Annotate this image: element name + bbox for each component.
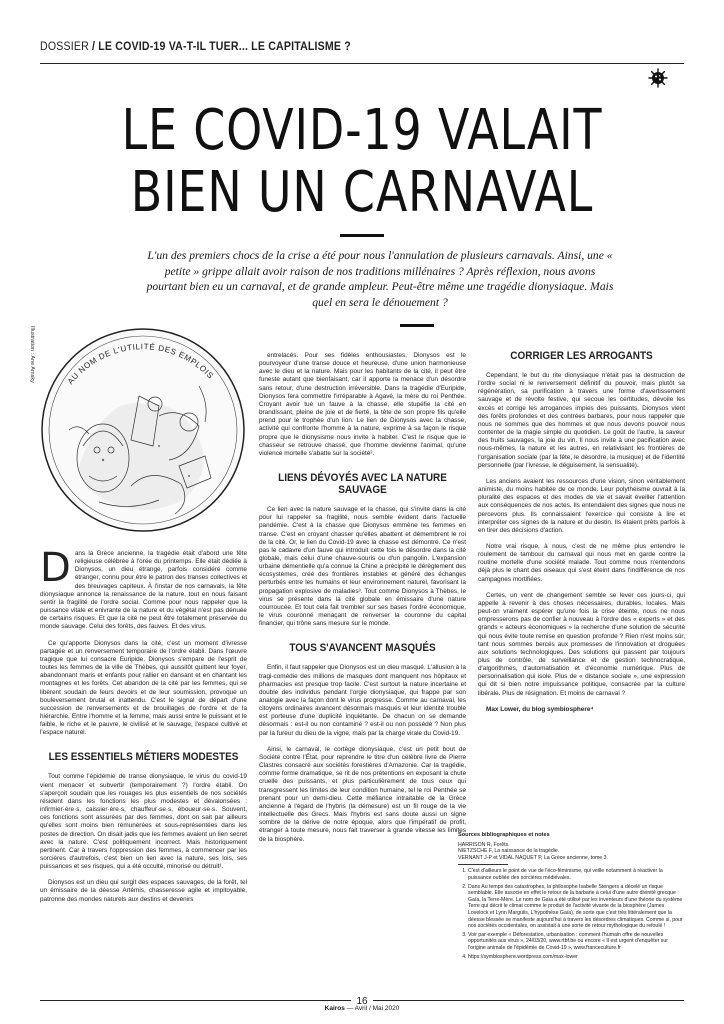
header-separator: / xyxy=(88,41,99,53)
col3-paragraph-1: Cependant, le but du rite dionysiaque n'était pas la destruction de l'ordre social ni le renversement définitif du pouvoir, mais plutôt sa régénération, sa purification à travers une forme d'avertissement sauvage et de révolte festive, qui secoue les certitudes, dévoile les excès et corrige les arrogances impies des puissants. Dionysos vient des forêts profondes et des contrées barbares, pour nous rappeler que nous ne sommes que des hommes et que nous devons pouvoir nous contenter de la magie simple du quotidien. Le goût de l'autre, la saveur des fruits sauvages, la joie du vin. Il nous invite à une pacification avec nous-mêmes, la nature et les autres, en relativisant les frontières de l'organisation sociale (par la fête, le désordre, la musique) et de l'identité personnelle (par l'ivresse, le déguisement, la sensualité). xyxy=(478,372,685,469)
intro-dash xyxy=(400,324,434,327)
heading-essentiels: LES ESSENTIELS MÉTIERS MODESTES xyxy=(48,751,239,764)
ref-3: VERNANT J-P et VIDAL NAQUET P, La Grèce ancienne, tome 3. xyxy=(458,854,608,861)
sources-separator xyxy=(458,864,508,865)
ref-2: NIETZSCHE F, La naissance de la tragédie. xyxy=(458,848,560,855)
journal-name: Kairos xyxy=(324,1005,345,1012)
title-line-2: BIEN UN CARNAVAL xyxy=(130,160,594,225)
note-4: 4. https://symbiosphere.wordpress.com/max-lower xyxy=(468,954,686,961)
page-number: 16 xyxy=(351,996,372,1007)
intro-text: L'un des premiers chocs de la crise a été pour nous l'annulation de plusieurs carnavals. Ainsi, une « petite » grippe allait avoir raison de nos traditions millénaires ? Après réflexion, nous avons pourtant bien eu un carnaval, et de grande ampleur. Peut-être même une tragédie dionysiaque. Mais quel en sera le dénouement ? xyxy=(146,249,614,309)
virus-icon xyxy=(648,68,668,88)
column-1 xyxy=(40,545,247,912)
column-2 xyxy=(259,352,466,852)
col3-paragraph-3: Notre vrai risque, à nous, c'est de ne même plus entendre le roulement de tambour du carnaval qui nous met en garde contre la routine mortelle d'une société malade. Tout comme nous n'entendons déjà plus le chant des oiseaux qui s'est éteint dans l'indifférence de nos campagnes mortifiées. xyxy=(478,542,685,583)
col1-paragraph-4: Dionysos est un dieu qui surgit des espaces sauvages, de la forêt, tel un émissaire de la déesse Artémis, chasseresse agile et impitoyable, patronne des mondes naturels aux destins et devenirs xyxy=(40,879,247,903)
col2-paragraph-3: Enfin, il faut rappeler que Dionysos est un dieu masqué. L'allusion à la tragi-comédie des millions de masques dont manquent nos hôpitaux et pharmacies est presque trop facile. C'est surtout la nature incertaine et double des individus pendant l'orgie dionysiaque, qui frappe par son analogie avec la façon dont le virus progresse. Comme au carnaval, les citoyens ordinaires avancent désormais masqués et leur identité trouble est porteuse d'une duplicité inquiétante. De chacun on se demande désormais : est-il ou non contaminé ? est-il ou non possédé ? Non plus par la fureur du dieu de la vigne, mais par la charge virale du Covid-19. xyxy=(259,664,466,737)
section-topic: LE COVID-19 VA-T-IL TUER... LE CAPITALISME ? xyxy=(98,41,351,53)
col1-paragraph-1: ans la Grèce ancienne, la tragédie était d'abord une fête religieuse célébrée à l'orée du printemps. Elle était dédiée à Dionysos, un dieu étrange, parfois considéré comme étranger, connu pour être le patron des transes collectives et des breuvages capiteux. À l'instar de nos carnavals, la fête dionysiaque annonce la renaissance de la nature, tout en nous faisant sentir la fragilité de l'ordre social. Comme pour nous rappeler que la puissance vitale et enivrante de la nature et du végétal n'est pas dénuée de certains risques. Et que la cité ne peut être totalement préservée du monde sauvage. Celui des forêts, des fauves. Et des virus. xyxy=(40,550,247,631)
col2-paragraph-4: Ainsi, le carnaval, le cortège dionysiaque, c'est un petit bout de Société contre l'État, pour reprendre le titre d'un célèbre livre de Pierre Clastres consacré aux sociétés forestières d'Amazonie. Car la tragédie, comme forme dramatique, se rit de nos prétentions en exposant la chute cruelle des puissants, et plus particulièrement de tous ceux qui transgressent les limites de leur condition humaine, tel le roi Penthée se prenant pour un demi-dieu. Cette méfiance intraitable de la Grèce ancienne à l'égard de l'hybris (la démesure) est un fil rouge de la vie intellectuelle des Grecs. Mais l'hybris est sans doute aussi un signe sombre de la dérive de notre époque, alors que l'impératif de profit, étranger à toute mesure, nous fait traverser à grande vitesse les limites de la biosphère. xyxy=(259,745,466,843)
col3-paragraph-2: Les anciens avaient les ressources d'une vision, sinon véritablement animiste, du moins habitée de ce monde. Leur polythéisme ouvrait à la pluralité des espaces et des modes de vie et savait éveiller l'attention aux conséquences de nos actes. Ils entendaient des signes que nous ne percevons plus. Ils connaissaient l'exercice qui consiste à lire et interpréter ces signes de la nature et du destin. Ils étaient prêts parfois à en tirer des décisions d'action. xyxy=(478,477,685,534)
footer xyxy=(0,1005,724,1012)
heading-liens-devoyes: LIENS DÉVOYÉS AVEC LA NATURE SAUVAGE xyxy=(278,472,447,497)
title-line-1: LE COVID-19 VALAIT xyxy=(121,98,603,163)
issue-date: — Avril / Mai 2020 xyxy=(344,1005,400,1012)
heading-masques: TOUS S'AVANCENT MASQUÉS xyxy=(289,642,436,655)
note-3: 3. Voir par exemple « Déforestation, urbanisation : comment l'humain offre de nouvelles opportunités aux virus », 24/03/20, www.rtbf.be ou encore « Il est urgent d'enquêter sur l'origine animale de l'épidémie de Covid-19 », www.franceculture.fr xyxy=(468,932,686,952)
heading-corriger: CORRIGER LES ARROGANTS xyxy=(510,350,653,362)
section-header xyxy=(40,41,351,53)
col2-paragraph-1: entrelacés. Pour ses fidèles enthousiastes, Dionysos est le pourvoyeur d'une transe douce et heureuse, d'une union harmonieuse avec le dieu et la nature. Mais pour les habitants de la cité, il peut être funeste autant que bienfaisant, car il apporte la menace d'un désordre sans retour, d'une destruction irréversible. Dans la tragédie d'Euripide, Dionysos fera commettre l'irréparable à Agavé, la mère du roi Penthée. Croyant avoir tué un fauve à la chasse, elle stupéfie la cité en brandissant, pleine de joie et de fierté, la tête de son propre fils qu'elle prend pour le trophée d'un lion. Le lien de Dionysos avec la chasse, activité qui confronte l'homme à la nature, exprime à sa façon le risque propre que le dionysisme nous invite à habiter. C'est le risque que le chasseur se retrouve chassé, que l'homme devienne l'animal, qu'une violence mortelle s'abatte sur la société². xyxy=(259,352,466,457)
illustration-banner: AU NOM DE L'UTILITÉ DES EMPLOIS xyxy=(65,342,216,387)
illustration-credit: Illustration : Ane Amsky xyxy=(29,326,35,383)
note-2: 2. Dans Au temps des catastrophes, la philosophe Isabelle Stengers a décelé un risque semblable. Elle associe en effet le retour de la barbarie à celui d'une autre divinité grecque : Gaïa, la Terre-Mère. Le nom de Gaïa a été utilisé par les inventeurs d'une théorie du système Terre qui décrit le climat comme le produit de l'activité vivante de la biosphère (James Lovelock et Lynn Margulis, L'hypothèse Gaïa), de sorte que c'est très littéralement que la déesse blessée se manifeste aujourd'hui à travers les désordres climatiques. Comme si, pour nos sociétés occidentales, on assistait à une sorte de retour mythologique du refoulé ! xyxy=(468,884,686,930)
illustration xyxy=(39,326,247,534)
col1-paragraph-3: Tout comme l'épidémie de transe dionysiaque, le virus du covid-19 vient menacer et subvertir (temporairement ?) l'ordre établi. On s'aperçoit soudain que les rouages les plus essentiels de nos sociétés résident dans les fonctions les plus modestes et dévalorisées : infirmier·ère·s, caissier·ère·s, chauffeur·se·s, éboueur·se·s. Souvent, ces fonctions sont assurées par des femmes, dont on sait par ailleurs qu'elles sont moins bien rémunérées et sous-représentées dans les postes de direction. On disait jadis que les femmes avaient un lien secret avec la nature. C'est politiquement incorrect. Mais historiquement pertinent. Car à travers l'oppression des femmes, à commencer par les sorcières d'autrefois, c'est bien un lien avec la nature, ses lois, ses puissances et ses risques, qui a été occulté, minorisé ou détruit¹. xyxy=(40,773,247,871)
drop-cap: D xyxy=(40,545,71,591)
col1-paragraph-2: Ce qu'apporte Dionysos dans la cité, c'est un moment d'ivresse partagée et un renversement temporaire de l'ordre établi. Dans l'œuvre tragique que lui consacre Euripide, Dionysos s'empare de l'esprit de toutes les femmes de la ville de Thèbes, qui aussitôt quittent leur foyer, abandonnant maris et enfants pour rallier en dansant et en chantant les montagnes et les forêts. Cet abandon de la cité par les femmes, qui se libèrent soudain de leurs devoirs et de leur soumission, provoque un bouleversement brutal et inattendu. C'est le signal de départ d'une succession de renversements et de brouillages de l'ordre et de la hiérarchie. Entre l'homme et la femme, mais aussi entre le puissant et le faible, le riche et le pauvre, le civilisé et le sauvage, l'espace cultivé et l'espace naturel. xyxy=(40,639,247,737)
sources-box xyxy=(458,832,686,962)
note-1: 1. C'est d'ailleurs le point de vue de l'éco-féminisme, qui veille notamment à réactiver la puissance oubliée des sorcières médiévales. xyxy=(468,868,686,881)
col3-paragraph-4: Certes, un vent de changement semble se lever ces jours-ci, qui appelle à revenir à des choses nécessaires, durables, locales. Mais peut-on vraiment espérer qu'une fois la crise éteinte, nous ne nous empresserons pas de confier à nouveau à l'ordre des « experts » et des grands « acteurs économiques » la recherche d'une solution de sécurité qui nous évite toute remise en question profonde ? Rien n'est moins sûr, tant nous sommes bercés aux promesses de l'innovation et droguées aux solutions technologiques. Des solutions qui passent par toujours plus de contrôle, de surveillance et de gestion technocratique, d'algorithmes, d'automatisation et d'économie numérique. Plus de personnalisation qui isole. Plus de « distance sociale », une expression qui dit si bien notre impuissance politique, consacrée par la culture libérale. Plus de résignation. Et moins de carnaval ? xyxy=(478,591,685,697)
section-label: DOSSIER xyxy=(40,41,89,53)
page-title xyxy=(65,100,659,224)
column-3 xyxy=(478,340,685,722)
sources-title: Sources bibliographiques et notes xyxy=(458,832,550,838)
ref-1: HARRISON R, Forêts. xyxy=(458,841,510,848)
header-rule xyxy=(40,63,684,64)
signature: Max Lower, du blog symbiosphere⁴ xyxy=(486,705,594,713)
col2-paragraph-2: Ce lien avec la nature sauvage et la chasse, qui s'invite dans la cité pour lui rappeler sa fragilité, nous semble évident dans l'actuelle pandémie. C'est à la chasse que Dionysos emmène les femmes en transe. C'est en croyant chasser qu'elles abattent et démembrent le roi de la cité. Or, le lien du Covid-19 avec la chasse est démontré. Ce n'est pas le cadavre d'un fauve qui introduit cette fois le désordre dans la cité globale, mais celui d'une chauve-souris ou d'un pangolin. L'expansion urbaine démentielle qu'a connue la Chine a précipité le dérèglement des écosystèmes, créé des frontières instables et généré des échanges perturbés entre les humains et leur environnement naturel, favorisant la propagation explosive de maladies³. Tout comme Dionysos à Thèbes, le virus se présente dans la cité globale en émissaire d'une nature courroucée. Et tout cela fait trembler sur ses bases l'ordre économique, le virus couronné menaçant de renverser la couronne du capital financier, qui trône sans mesure sur le monde. xyxy=(259,506,466,628)
title-dash xyxy=(340,234,384,237)
